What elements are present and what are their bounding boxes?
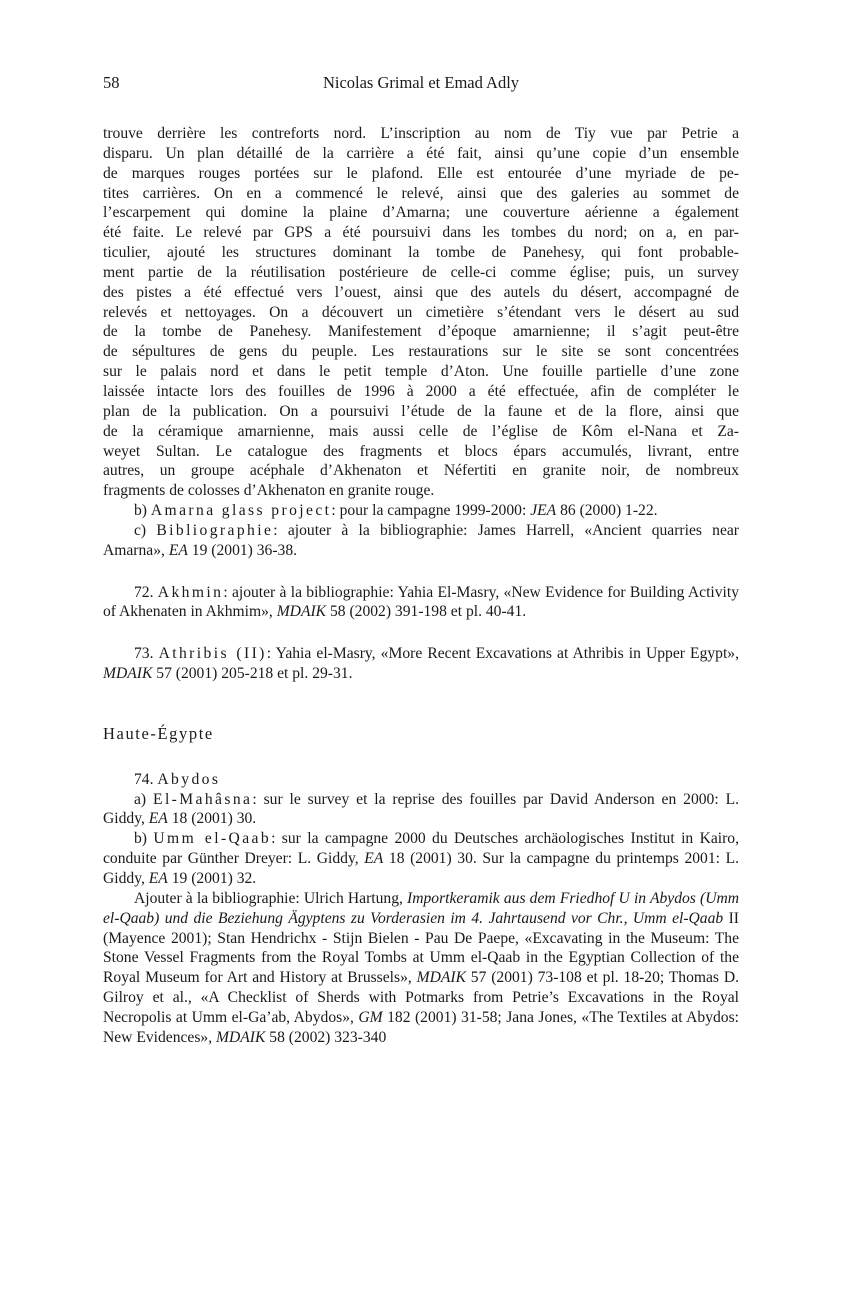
item-74b-umm-el-qaab: b) Umm el-Qaab: sur la campagne 2000 du Deutsches archäologisches Institut in Kairo, conduite par Günther Dreyer: L. Giddy, EA 18 (2001) 30. Sur la campagne du printemps 2001: L. Giddy, EA 19 (2001) 32. (103, 830, 740, 887)
text-line: de la céramique amarnienne, mais aussi celle de l’église de Kôm el-Nana et Za- (103, 422, 739, 440)
journal-abbrev: MDAIK (416, 969, 466, 987)
text-line: laissée intacte lors des fouilles de 1996 à 2000 a été effectuée, afin de compléter le (103, 382, 739, 400)
bibliography-addendum: Ajouter à la bibliographie: Ulrich Hartung, Importkeramik aus dem Friedhof U in Abydos (Umm el-Qaab) und die Beziehung Ägyptens zu Vorderasien im 4. Jahrtausend vor Chr., Umm el-Qaab II (Mayence 2001); Stan Hendrichx - Stijn Bielen - Pau De Paepe, «Excavating in the Museum: The Stone Vessel Fragments from the Royal Tombs at Umm el-Qaab in the Egyptian Collection of the Royal Museum for Art and History at Brussels», MDAIK 57 (2001) 73-108 et pl. 18-20; Thomas D. Gilroy et al., «A Checklist of Sherds with Potmarks from Petrie’s Excavations in the Royal Necropolis at Umm el-Ga’ab, Abydos», GM 182 (2001) 31-58; Jana Jones, «The Textiles at Abydos: New Evidences», MDAIK 58 (2002) 323-340 (103, 889, 739, 1046)
item-74a-el-mahasna: a) El-Mahâsna: sur le survey et la reprise des fouilles par David Anderson en 2000: L. Giddy, EA 18 (2001) 30. (103, 790, 739, 828)
section-heading: Haute-Égypte (103, 723, 214, 743)
site-name: Akhmin (157, 583, 224, 601)
site-name: Athribis (II) (158, 645, 267, 663)
journal-abbrev: EA (168, 541, 188, 559)
text-line: ment partie de la réutilisation postérieure de celle-ci comme église; puis, un survey (103, 263, 739, 281)
running-head: Nicolas Grimal et Emad Adly (322, 73, 520, 92)
site-name: Abydos (157, 770, 221, 788)
journal-abbrev: EA (364, 850, 384, 868)
text-line: de la tombe de Panehesy. Manifestement d’époque amarnienne; il s’agit peut-être (103, 323, 739, 341)
text-line: de sépultures de gens du peuple. Les restaurations sur le site se sont concentrées (103, 343, 739, 361)
page-body (103, 124, 739, 1048)
item-b-glass-project: b) Amarna glass project: pour la campagne 1999-2000: JEA 86 (2000) 1-22. (134, 502, 658, 520)
text-line: tites carrières. On en a commencé le relevé, ainsi que des galeries au sommet de (103, 184, 739, 202)
journal-abbrev: MDAIK (103, 665, 153, 683)
item-title: El-Mahâsna (153, 790, 253, 808)
text-line: disparu. Un plan détaillé de la carrière a été fait, ainsi qu’une copie d’un ensemble (103, 144, 739, 162)
text-line: fragments de colosses d’Akhenaton en granite rouge. (103, 482, 435, 500)
journal-abbrev: GM (358, 1008, 383, 1026)
page-number: 58 (103, 73, 120, 92)
text-line: l’escarpement qui domine la plaine d’Amarna; une couverture aérienne a également (103, 204, 739, 222)
intro-paragraph (103, 124, 739, 501)
item-title: Bibliographie (156, 521, 274, 539)
item-title: Amarna glass project (150, 502, 332, 520)
entry-74-abydos: 74. Abydos (134, 770, 221, 788)
text-line: des pistes a été effectué vers l’ouest, ainsi que des autels du désert, accompagné de (103, 283, 739, 301)
book-title: Importkeramik aus dem Friedhof U in Abydos (Umm el-Qaab) und die Beziehung Ägyptens zu Vorderasien im 4. Jahrtausend vor Chr., Umm el-Qaab (103, 889, 739, 927)
journal-abbrev: JEA (530, 502, 557, 520)
journal-abbrev: MDAIK (276, 603, 327, 621)
page-header (103, 73, 739, 97)
journal-abbrev: EA (148, 870, 168, 887)
text-line: autres, un groupe acéphale d’Akhenaton et Néfertiti en granite noir, de nombreux (103, 462, 739, 480)
text-line: de marques rouges portées sur le plafond. Elle est entourée d’une myriade de pe- (103, 164, 739, 182)
text-line: ticulier, ajouté les structures dominant la tombe de Panehesy, qui font probable- (103, 244, 739, 262)
text-line: plan de la publication. On a poursuivi l’étude de la faune et de la flore, ainsi que (103, 402, 739, 420)
entry-72-akhmin: 72. Akhmin: ajouter à la bibliographie: Yahia El-Masry, «New Evidence for Building Activity of Akhenaten in Akhmim», MDAIK 58 (2002) 391-198 et pl. 40-41. (103, 583, 739, 621)
entry-73-athribis: 73. Athribis (II): Yahia el-Masry, «More Recent Excavations at Athribis in Upper Egypt», MDAIK 57 (2001) 205-218 et pl. 29-31. (103, 645, 739, 683)
journal-abbrev: MDAIK (216, 1028, 266, 1046)
text-line: été faite. Le relevé par GPS a été poursuivi dans les tombes du nord; on a, en par- (103, 224, 739, 242)
item-c-bibliographie: c) Bibliographie: ajouter à la bibliographie: James Harrell, «Ancient quarries near Amarna», EA 19 (2001) 36-38. (103, 521, 739, 559)
text-line: sur le palais nord et dans le petit temple d’Aton. Une fouille partielle d’une zone (103, 363, 739, 381)
item-title: Umm el-Qaab (153, 830, 272, 848)
journal-abbrev: EA (148, 810, 168, 828)
text-line: weyet Sultan. Le catalogue des fragments et blocs épars accumulés, livrant, entre (103, 442, 739, 460)
text-line: trouve derrière les contreforts nord. L’inscription au nom de Tiy vue par Petrie a (103, 125, 739, 142)
text-line: relevés et nettoyages. On a découvert un cimetière s’étendant vers le désert au sud (103, 303, 739, 321)
